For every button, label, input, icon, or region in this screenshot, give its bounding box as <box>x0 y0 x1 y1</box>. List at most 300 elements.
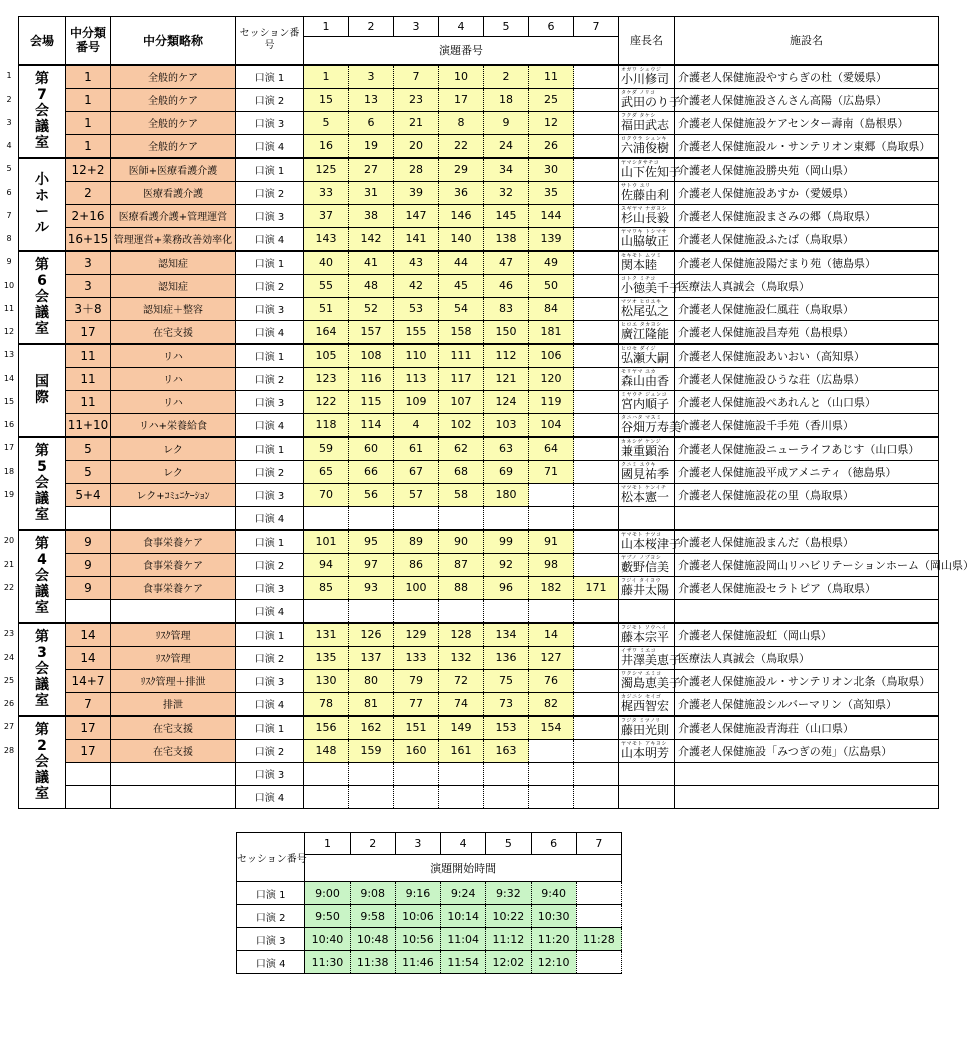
presentation-no-cell: 19 <box>349 134 394 158</box>
cat-no-cell: 9 <box>66 530 111 554</box>
venue-char: 第 <box>35 443 49 459</box>
presentation-no-cell <box>574 599 619 623</box>
presentation-no-cell: 162 <box>349 716 394 740</box>
presentation-no-cell: 151 <box>394 716 439 740</box>
facility-cell: 介護老人保健施設ぺあれんと（山口県） <box>675 390 939 413</box>
presentation-no-cell <box>484 506 529 530</box>
chair-cell <box>619 65 675 89</box>
presentation-no-cell <box>574 483 619 506</box>
venue-char: 2 <box>37 738 47 754</box>
presentation-no-cell: 129 <box>394 623 439 647</box>
presentation-no-cell: 11 <box>529 65 574 89</box>
presentation-no-cell <box>529 739 574 762</box>
row-number: 8 <box>6 234 12 243</box>
cat-name-cell: ﾘｽｸ管理＋排泄 <box>111 669 236 692</box>
start-time-cell: 10:48 <box>350 928 395 951</box>
row-number: 7 <box>6 210 12 220</box>
venue-char: 室 <box>35 693 49 709</box>
venue-char: ー <box>35 204 49 220</box>
presentation-no-cell: 82 <box>529 692 574 716</box>
cat-name-cell <box>111 506 236 530</box>
session-cell: 口演 3 <box>236 297 304 320</box>
time-session-cell: 口演 3 <box>237 928 305 951</box>
cat-name-cell: 全般的ケア <box>111 111 236 134</box>
presentation-no-cell: 73 <box>484 692 529 716</box>
cat-no-cell: 1 <box>66 65 111 89</box>
cat-no-cell: 14 <box>66 646 111 669</box>
presentation-no-cell: 89 <box>394 530 439 554</box>
table-row <box>19 599 939 623</box>
cat-no-cell: 1 <box>66 88 111 111</box>
session-cell: 口演 4 <box>236 692 304 716</box>
session-cell: 口演 3 <box>236 576 304 599</box>
presentation-no-cell: 44 <box>439 251 484 275</box>
start-time-cell: 10:56 <box>395 928 440 951</box>
presentation-no-cell: 12 <box>529 111 574 134</box>
start-time-cell: 12:02 <box>486 951 531 974</box>
presentation-no-cell <box>529 599 574 623</box>
cat-no-cell: 16+15 <box>66 227 111 251</box>
presentation-no-cell: 97 <box>349 553 394 576</box>
chair-cell <box>619 297 675 320</box>
presentation-no-cell <box>439 599 484 623</box>
venue-char: 議 <box>35 305 49 321</box>
presentation-no-cell: 22 <box>439 134 484 158</box>
chair-cell <box>619 739 675 762</box>
presentation-no-cell: 14 <box>529 623 574 647</box>
presentation-no-cell: 2 <box>484 65 529 89</box>
presentation-no-cell: 74 <box>439 692 484 716</box>
session-table <box>18 16 974 809</box>
venue-char: 3 <box>37 645 47 661</box>
cat-no-cell: 2 <box>66 181 111 204</box>
table-row <box>19 413 939 437</box>
facility-cell: 介護老人保健施設平成アメニティ（徳島県） <box>675 460 939 483</box>
chair-name: 廣江隆能 <box>621 327 670 341</box>
cat-name-cell: 在宅支援 <box>111 739 236 762</box>
presentation-no-cell <box>574 716 619 740</box>
session-cell: 口演 3 <box>236 483 304 506</box>
header-num-1: 1 <box>304 17 349 37</box>
presentation-no-cell: 111 <box>439 344 484 368</box>
presentation-no-cell: 13 <box>349 88 394 111</box>
presentation-no-cell: 21 <box>394 111 439 134</box>
cat-no-cell <box>66 599 111 623</box>
chair-name: 宮内順子 <box>621 397 670 411</box>
venue-cell <box>19 716 66 809</box>
row-number: 13 <box>3 350 15 359</box>
row-number: 18 <box>3 466 15 476</box>
row-number: 11 <box>3 303 15 313</box>
presentation-no-cell: 68 <box>439 460 484 483</box>
time-session-cell: 口演 1 <box>237 882 305 905</box>
start-time-cell: 9:08 <box>350 882 395 905</box>
row-number: 19 <box>3 489 15 499</box>
table-row <box>19 623 939 647</box>
start-time-table <box>236 832 622 974</box>
chair-cell <box>619 181 675 204</box>
cat-name-cell: 認知症 <box>111 251 236 275</box>
facility-cell: 介護老人保健施設ニューライフあじす（山口県） <box>675 437 939 461</box>
venue-char: 第 <box>35 257 49 273</box>
presentation-no-cell: 164 <box>304 320 349 344</box>
venue-cell <box>19 437 66 530</box>
chair-kana: マツモト ケンイチ <box>621 485 667 491</box>
presentation-no-cell: 131 <box>304 623 349 647</box>
presentation-no-cell: 149 <box>439 716 484 740</box>
chair-kana: ヒロエ タカヨシ <box>621 322 662 328</box>
header-num-7: 7 <box>574 17 619 37</box>
presentation-no-cell: 39 <box>394 181 439 204</box>
session-cell: 口演 4 <box>236 599 304 623</box>
cat-no-cell <box>66 506 111 530</box>
chair-cell <box>619 274 682 297</box>
start-time-cell: 9:50 <box>305 905 350 928</box>
presentation-no-cell: 7 <box>394 65 439 89</box>
cat-no-cell: 1 <box>66 111 111 134</box>
chair-kana: ヒロセ ダイジ <box>621 346 656 352</box>
presentation-no-cell: 100 <box>394 576 439 599</box>
chair-cell <box>619 320 675 344</box>
chair-kana: スギヤマ ナガヨシ <box>621 206 667 212</box>
facility-cell: 介護老人保健施設虹（岡山県） <box>675 623 939 647</box>
chair-kana: カネシゲ ケンジ <box>621 439 662 445</box>
chair-name: 濁島恵美子 <box>621 676 682 690</box>
time-header-num-6: 6 <box>531 833 576 855</box>
presentation-no-cell: 66 <box>349 460 394 483</box>
facility-cell: 介護老人保健施設千手苑（香川県） <box>675 413 939 437</box>
cat-no-cell: 3 <box>66 274 111 297</box>
presentation-no-cell <box>574 297 619 320</box>
presentation-no-cell: 33 <box>304 181 349 204</box>
presentation-no-cell <box>574 390 619 413</box>
presentation-no-cell <box>394 506 439 530</box>
table-row <box>19 483 939 506</box>
cat-name-cell: 管理運営+業務改善効率化 <box>111 227 236 251</box>
chair-kana: オガワ シュウジ <box>621 67 662 73</box>
presentation-no-cell: 34 <box>484 158 529 182</box>
start-time-cell: 9:40 <box>531 882 576 905</box>
start-time-cell: 10:30 <box>531 905 576 928</box>
facility-cell: 介護老人保健施設仁風荘（鳥取県） <box>675 297 939 320</box>
venue-cell <box>19 251 66 344</box>
session-cell: 口演 4 <box>236 413 304 437</box>
session-cell: 口演 3 <box>236 111 304 134</box>
chair-kana: フクダ タケシ <box>621 113 656 119</box>
chair-name: 兼重顕治 <box>621 444 670 458</box>
chair-cell <box>619 646 682 669</box>
header-num-4: 4 <box>439 17 484 37</box>
presentation-no-cell <box>394 599 439 623</box>
presentation-no-cell: 135 <box>304 646 349 669</box>
presentation-no-cell: 51 <box>304 297 349 320</box>
presentation-no-cell: 28 <box>394 158 439 182</box>
chair-name: 小徳美千子 <box>621 281 682 295</box>
venue-char: 室 <box>35 135 49 151</box>
chair-name: 山本明芳 <box>621 746 670 760</box>
facility-cell: 介護老人保健施設ふたば（鳥取県） <box>675 227 939 251</box>
presentation-no-cell <box>574 692 619 716</box>
row-number: 25 <box>3 675 15 685</box>
presentation-no-cell <box>574 204 619 227</box>
header-num-5: 5 <box>484 17 529 37</box>
table-row <box>19 530 939 554</box>
presentation-no-cell: 147 <box>394 204 439 227</box>
chair-name: 國見祐季 <box>621 467 670 481</box>
cat-no-cell: 3 <box>66 251 111 275</box>
presentation-no-cell: 159 <box>349 739 394 762</box>
venue-char: 議 <box>35 491 49 507</box>
facility-cell: 介護老人保健施設ケアセンター壽南（島根県） <box>675 111 939 134</box>
presentation-no-cell: 63 <box>484 437 529 461</box>
presentation-no-cell: 4 <box>394 413 439 437</box>
chair-name: 松尾弘之 <box>621 304 670 318</box>
presentation-no-cell: 107 <box>439 390 484 413</box>
chair-cell <box>619 716 675 740</box>
presentation-no-cell: 27 <box>349 158 394 182</box>
presentation-no-cell: 16 <box>304 134 349 158</box>
time-row <box>237 882 622 905</box>
venue-char: 会 <box>35 103 49 119</box>
cat-no-cell: 3＋8 <box>66 297 111 320</box>
presentation-no-cell: 91 <box>529 530 574 554</box>
table-row <box>19 506 939 530</box>
venue-char: 第 <box>35 629 49 645</box>
presentation-no-cell: 29 <box>439 158 484 182</box>
presentation-no-cell: 154 <box>529 716 574 740</box>
presentation-no-cell: 121 <box>484 367 529 390</box>
presentation-no-cell <box>574 251 619 275</box>
chair-cell <box>619 134 675 158</box>
presentation-no-cell <box>304 506 349 530</box>
presentation-no-cell <box>484 785 529 808</box>
presentation-no-cell: 50 <box>529 274 574 297</box>
presentation-no-cell <box>574 437 619 461</box>
facility-cell: 介護老人保健施設ひうな荘（広島県） <box>675 367 939 390</box>
presentation-no-cell: 31 <box>349 181 394 204</box>
chair-name: 杉山長毅 <box>621 211 670 225</box>
cat-name-cell: 全般的ケア <box>111 134 236 158</box>
chair-cell <box>619 227 675 251</box>
chair-cell <box>619 669 682 692</box>
facility-cell: 介護老人保健施設岡山リハビリテーションホーム（岡山県） <box>675 553 939 576</box>
presentation-no-cell: 78 <box>304 692 349 716</box>
presentation-no-cell <box>574 367 619 390</box>
presentation-no-cell: 23 <box>394 88 439 111</box>
presentation-no-cell: 49 <box>529 251 574 275</box>
session-cell: 口演 4 <box>236 227 304 251</box>
row-number: 28 <box>3 745 15 755</box>
presentation-no-cell: 83 <box>484 297 529 320</box>
cat-no-cell: 9 <box>66 553 111 576</box>
cat-no-cell: 11 <box>66 390 111 413</box>
time-session-cell: 口演 4 <box>237 951 305 974</box>
venue-char: 室 <box>35 321 49 337</box>
presentation-no-cell: 71 <box>529 460 574 483</box>
cat-name-cell: 認知症 <box>111 274 236 297</box>
venue-cell <box>19 623 66 716</box>
presentation-no-cell: 163 <box>484 739 529 762</box>
presentation-no-cell <box>574 181 619 204</box>
presentation-no-cell <box>574 227 619 251</box>
cat-name-cell <box>111 785 236 808</box>
presentation-no-cell: 38 <box>349 204 394 227</box>
presentation-no-cell: 96 <box>484 576 529 599</box>
presentation-no-cell: 133 <box>394 646 439 669</box>
venue-char: 会 <box>35 754 49 770</box>
header-num-2: 2 <box>349 17 394 37</box>
start-time-cell: 10:14 <box>441 905 486 928</box>
cat-no-cell: 9 <box>66 576 111 599</box>
facility-cell: 介護老人保健施設セラトピア（鳥取県） <box>675 576 939 599</box>
presentation-no-cell <box>529 785 574 808</box>
table-row <box>19 460 939 483</box>
venue-char: 会 <box>35 661 49 677</box>
chair-cell <box>619 344 675 368</box>
chair-kana: セキモト ムツミ <box>621 253 662 259</box>
time-row <box>237 905 622 928</box>
presentation-no-cell: 76 <box>529 669 574 692</box>
chair-cell <box>619 111 675 134</box>
presentation-no-cell: 139 <box>529 227 574 251</box>
chair-name: 関本睦 <box>621 258 658 272</box>
table-row <box>19 716 939 740</box>
facility-cell: 介護老人保健施設シルバーマリン（高知県） <box>675 692 939 716</box>
start-time-cell: 9:24 <box>441 882 486 905</box>
venue-char: 6 <box>37 273 47 289</box>
chair-cell <box>619 88 682 111</box>
presentation-no-cell <box>439 785 484 808</box>
chair-name: 森山由香 <box>621 374 670 388</box>
row-number: 16 <box>3 420 15 429</box>
chair-kana: ヤブノ ノブヨシ <box>621 555 662 561</box>
presentation-no-cell: 3 <box>349 65 394 89</box>
session-cell: 口演 2 <box>236 739 304 762</box>
session-cell: 口演 4 <box>236 506 304 530</box>
presentation-no-cell: 127 <box>529 646 574 669</box>
table-row <box>19 111 939 134</box>
facility-cell <box>675 506 939 530</box>
start-time-cell <box>576 882 621 905</box>
presentation-no-cell: 95 <box>349 530 394 554</box>
presentation-no-cell <box>574 158 619 182</box>
start-time-cell: 11:12 <box>486 928 531 951</box>
presentation-no-cell: 41 <box>349 251 394 275</box>
presentation-no-cell: 115 <box>349 390 394 413</box>
start-time-cell: 11:30 <box>305 951 350 974</box>
cat-name-cell: ﾘｽｸ管理 <box>111 646 236 669</box>
session-cell: 口演 3 <box>236 390 304 413</box>
time-header-session: セッション番号 <box>237 833 305 882</box>
venue-char: 第 <box>35 71 49 87</box>
row-number: 15 <box>3 396 15 406</box>
row-number: 22 <box>3 582 15 592</box>
presentation-no-cell <box>304 785 349 808</box>
chair-cell <box>619 460 675 483</box>
facility-cell: 介護老人保健施設勝央苑（岡山県） <box>675 158 939 182</box>
presentation-no-cell: 77 <box>394 692 439 716</box>
presentation-no-cell: 40 <box>304 251 349 275</box>
facility-cell: 介護老人保健施設「みつぎの苑」（広島県） <box>675 739 939 762</box>
presentation-no-cell: 81 <box>349 692 394 716</box>
session-cell: 口演 4 <box>236 320 304 344</box>
presentation-no-cell <box>574 320 619 344</box>
header-facility: 施設名 <box>675 17 939 65</box>
facility-cell: 介護老人保健施設まさみの郷（鳥取県） <box>675 204 939 227</box>
session-cell: 口演 4 <box>236 134 304 158</box>
presentation-no-cell: 57 <box>394 483 439 506</box>
facility-cell: 介護老人保健施設花の里（鳥取県） <box>675 483 939 506</box>
presentation-no-cell: 30 <box>529 158 574 182</box>
presentation-no-cell <box>574 134 619 158</box>
presentation-no-cell: 70 <box>304 483 349 506</box>
session-cell: 口演 1 <box>236 623 304 647</box>
presentation-no-cell: 9 <box>484 111 529 134</box>
presentation-no-cell: 18 <box>484 88 529 111</box>
start-time-cell: 9:16 <box>395 882 440 905</box>
chair-cell <box>619 785 675 808</box>
table-row <box>19 646 939 669</box>
presentation-no-cell: 113 <box>394 367 439 390</box>
presentation-no-cell: 99 <box>484 530 529 554</box>
facility-cell: 医療法人真誠会（鳥取県） <box>675 646 939 669</box>
cat-name-cell: ﾘｽｸ管理 <box>111 623 236 647</box>
venue-cell <box>19 65 66 158</box>
presentation-no-cell: 42 <box>394 274 439 297</box>
presentation-no-cell <box>574 506 619 530</box>
presentation-no-cell <box>439 506 484 530</box>
chair-kana: フジタ ミツノリ <box>621 718 661 724</box>
header-session: セッション番号 <box>236 17 304 65</box>
cat-no-cell: 11 <box>66 344 111 368</box>
presentation-no-cell <box>574 669 619 692</box>
presentation-no-cell: 171 <box>574 576 619 599</box>
presentation-no-cell: 65 <box>304 460 349 483</box>
presentation-no-cell: 52 <box>349 297 394 320</box>
presentation-no-cell: 114 <box>349 413 394 437</box>
row-number: 17 <box>3 443 15 452</box>
venue-char: 会 <box>35 475 49 491</box>
facility-cell <box>675 785 939 808</box>
chair-kana: コトク ミチコ <box>621 276 656 282</box>
cat-no-cell: 17 <box>66 320 111 344</box>
presentation-no-cell: 93 <box>349 576 394 599</box>
cat-name-cell: レク <box>111 460 236 483</box>
chair-kana: マツオ ヒロユキ <box>621 299 662 305</box>
venue-char: 4 <box>37 552 47 568</box>
chair-kana: タケダ ノリコ <box>621 90 656 96</box>
presentation-no-cell <box>484 762 529 785</box>
table-row <box>19 576 939 599</box>
cat-name-cell: 医療看護介護 <box>111 181 236 204</box>
presentation-no-cell: 137 <box>349 646 394 669</box>
row-number: 23 <box>3 629 15 638</box>
venue-char: 7 <box>37 87 47 103</box>
presentation-no-cell: 47 <box>484 251 529 275</box>
presentation-no-cell <box>574 553 619 576</box>
cat-name-cell: 認知症＋整容 <box>111 297 236 320</box>
header-venue: 会場 <box>19 17 66 65</box>
cat-name-cell: リハ <box>111 344 236 368</box>
table-row <box>19 181 939 204</box>
presentation-no-cell: 141 <box>394 227 439 251</box>
time-row <box>237 951 622 974</box>
chair-cell <box>619 437 675 461</box>
presentation-no-cell: 98 <box>529 553 574 576</box>
row-number: 21 <box>3 559 15 569</box>
row-number: 26 <box>3 699 15 708</box>
chair-cell <box>619 390 675 413</box>
